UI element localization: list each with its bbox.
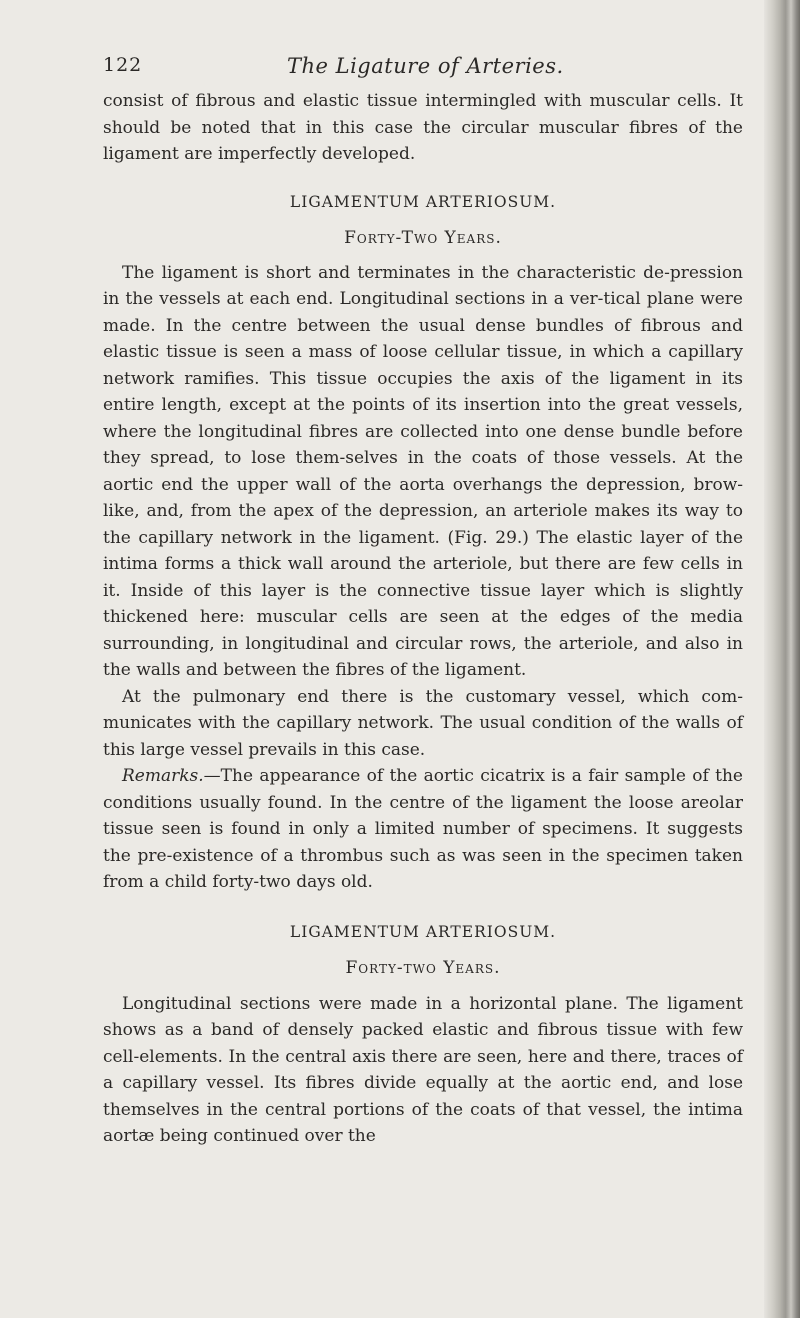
page-number: 122 (103, 54, 143, 76)
page-body (103, 88, 743, 1150)
running-title: The Ligature of Arteries. (287, 54, 564, 78)
remarks-label: Remarks. (122, 766, 204, 786)
section-paragraph: Longitudinal sections were made in a horizontal plane. The ligament shows as a band of densely packed elastic and fibrous tissue with few cell-elements. In the central axis there are seen, here and there, traces of a capillary vessel. Its fibres divide equally at the aortic end, and lose themselves in the central portions of the coats of that vessel, the intima aortæ being continued over the (103, 993, 743, 1146)
section-heading: LIGAMENTUM ARTERIOSUM. (289, 922, 557, 941)
section-subheading: Forty-two Years. (345, 958, 501, 978)
section-paragraph: The ligament is short and terminates in the characteristic de-pression in the vessels at each end. Longitudinal sections in a ver-tical plane were made. In the centre between the usual dense bundles of fibrous and elastic tissue is seen a mass of loose cellular tissue, in which a capillary network ramifies. This tissue occupies the axis of the ligament in its entire length, except at the points of its insertion into the great vessels, where the longitudinal fibres are collected into one dense bundle before they spread, to lose them-selves in the coats of those vessels. At the aortic end the upper wall of the aorta overhangs the depression, brow-like, and, from the apex of the depression, an arteriole makes its way to the capillary network in the ligament. (Fig. 29.) The elastic layer of the intima forms a thick wall around the arteriole, but there are few cells in it. Inside of this layer is the connective tissue layer which is slightly thickened here: muscular cells are seen at the edges of the media surrounding, in longitudinal and circular rows, the arteriole, and also in the walls and between the fibres of the ligament. (103, 262, 743, 680)
page-header (103, 54, 743, 84)
page-edge-shadow (764, 0, 800, 1318)
section-heading: LIGAMENTUM ARTERIOSUM. (289, 192, 557, 211)
remarks-paragraph (103, 763, 743, 896)
opening-paragraph: consist of fibrous and elastic tissue intermingled with muscular cells. It should be noted that in this case the circular muscular fibres of the ligament are imperfectly developed. (103, 91, 743, 164)
section-subheading: Forty-Two Years. (344, 228, 502, 248)
section-paragraph: At the pulmonary end there is the customary vessel, which com-municates with the capillary network. The usual condition of the walls of this large vessel prevails in this case. (103, 686, 743, 760)
remarks-text: —The appearance of the aortic cicatrix is a fair sample of the conditions usually found. In the centre of the ligament the loose areolar tissue seen is found in only a limited number of specimens. It suggests the pre-existence of a thrombus such as was seen in the specimen taken from a child forty-two days old. (103, 766, 743, 892)
